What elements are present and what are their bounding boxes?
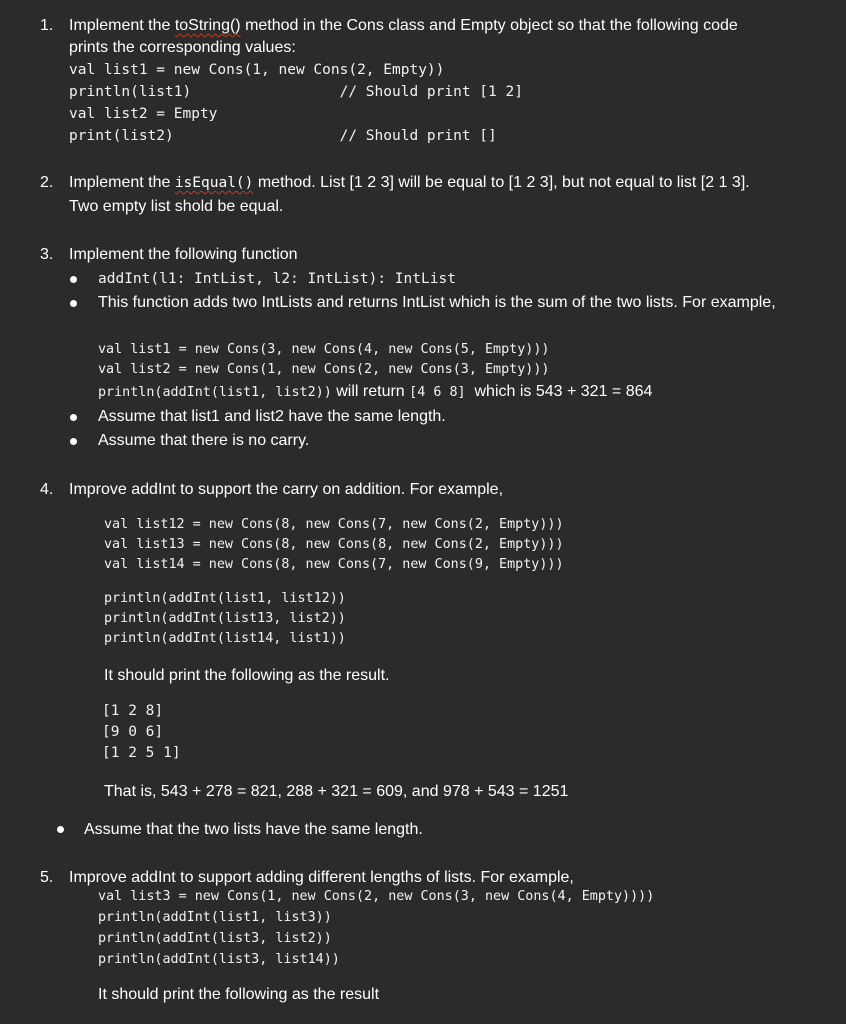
q1-line1-pre: Implement the [69,17,175,34]
bullet [70,414,77,421]
q2-line2: Two empty list shold be equal. [69,198,284,215]
q3-call-post: which is 543 + 321 = 864 [465,383,653,400]
q4-assume: Assume that the two lists have the same length. [84,821,423,838]
bullet [70,300,77,307]
bullet [70,438,77,445]
q4-print-line: println(addInt(list13, list2)) [104,611,346,626]
q3-title: Implement the following function [69,246,298,263]
q2-line1 [69,173,750,193]
q3-call-result: [4 6 8] [409,385,466,400]
q5-code-line: println(addInt(list3, list14)) [98,952,340,967]
q3-code-line: val list2 = new Cons(1, new Cons(2, new Cons(3, Empty))) [98,362,550,377]
q4-print-line: println(addInt(list1, list12)) [104,591,346,606]
q1-line1 [69,16,738,36]
q1-line2: prints the corresponding values: [69,39,296,56]
q4-result-line: [9 0 6] [102,724,164,740]
q4-result-line: [1 2 8] [102,703,164,719]
q5-code-line: println(addInt(list3, list2)) [98,931,332,946]
bullet [57,826,64,833]
q4-code-line: val list13 = new Cons(8, new Cons(8, new Cons(2, Empty))) [104,537,564,552]
q1-code-line: print(list2) // Should print [] [69,128,497,144]
q2-keyword: isEqual() [174,175,254,191]
q4-print-line: println(addInt(list14, list1)) [104,631,346,646]
q4-explanation: That is, 543 + 278 = 821, 288 + 321 = 609, and 978 + 543 = 1251 [104,783,569,800]
q4-title: Improve addInt to support the carry on addition. For example, [69,481,504,498]
q3-assume-1: Assume that list1 and list2 have the same length. [98,408,446,425]
q3-number: 3. [40,246,54,263]
q3-call-code: println(addInt(list1, list2)) [98,385,332,400]
q5-result-intro: It should print the following as the result [98,986,380,1003]
q5-code-line: val list3 = new Cons(1, new Cons(2, new Cons(3, new Cons(4, Empty)))) [98,889,655,904]
q1-code-line: val list1 = new Cons(1, new Cons(2, Empty)) [69,62,445,78]
q5-number: 5. [40,869,54,886]
q4-code-line: val list14 = new Cons(8, new Cons(7, new Cons(9, Empty))) [104,557,564,572]
q3-call-mid: will return [331,383,410,400]
q4-code-line: val list12 = new Cons(8, new Cons(7, new Cons(2, Empty))) [104,517,564,532]
q3-description: This function adds two IntLists and returns IntList which is the sum of the two lists. For example, [98,294,776,311]
bullet [70,276,77,283]
q2-line1-post: method. List [1 2 3] will be equal to [1 2 3], but not equal to list [2 1 3]. [253,174,750,191]
q1-keyword: toString() [174,17,241,34]
q3-assume-2: Assume that there is no carry. [98,432,310,449]
q3-code-line: val list1 = new Cons(3, new Cons(4, new Cons(5, Empty))) [98,342,550,357]
q3-call-line [98,382,652,403]
q5-title: Improve addInt to support adding different lengths of lists. For example, [69,869,574,886]
q2-line1-pre: Implement the [69,174,175,191]
q1-number: 1. [40,17,54,34]
q3-signature: addInt(l1: IntList, l2: IntList): IntList [98,271,456,287]
q4-result-intro: It should print the following as the result. [104,667,390,684]
q1-line1-post: method in the Cons class and Empty object so that the following code [240,17,738,34]
q1-code-line: println(list1) // Should print [1 2] [69,84,523,100]
q4-result-line: [1 2 5 1] [102,745,181,761]
q5-code-line: println(addInt(list1, list3)) [98,910,332,925]
q4-number: 4. [40,481,54,498]
q2-number: 2. [40,174,54,191]
q1-code-line: val list2 = Empty [69,106,218,122]
